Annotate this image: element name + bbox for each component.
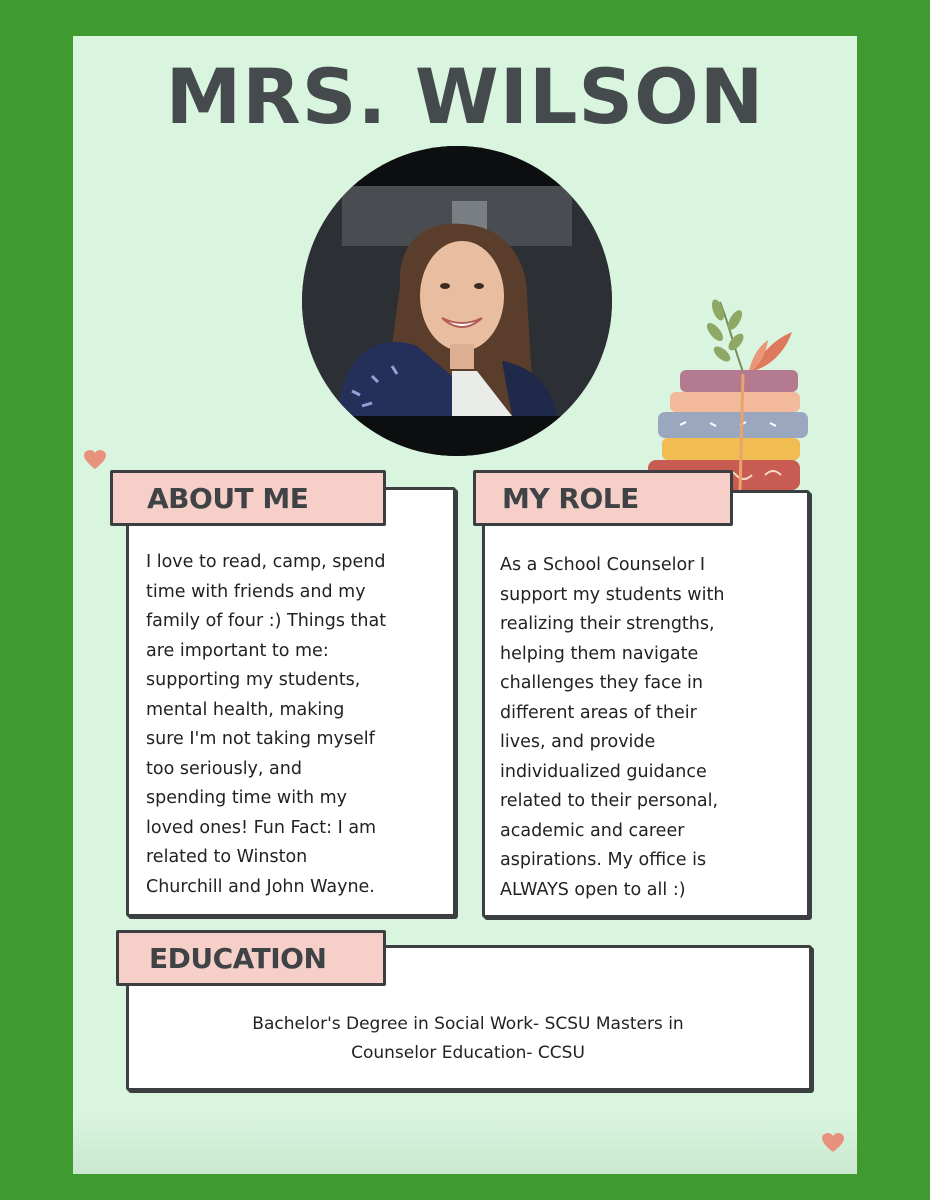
text-line: I love to read, camp, spend bbox=[146, 552, 386, 572]
text-line: time with friends and my bbox=[146, 581, 366, 602]
text-line: academic and career bbox=[500, 820, 685, 841]
text-line: related to Winston bbox=[146, 847, 308, 867]
page-shadow bbox=[73, 1114, 857, 1174]
text-line: sure I'm not taking myself bbox=[146, 729, 375, 749]
education-text bbox=[130, 1010, 806, 1068]
text-line: supporting my students, bbox=[146, 670, 361, 690]
text-line: spending time with my bbox=[146, 788, 348, 808]
text-line: too seriously, and bbox=[146, 758, 302, 779]
text-line: are important to me: bbox=[146, 640, 329, 661]
text-line: family of four :) Things that bbox=[146, 611, 387, 631]
page-title: MRS. WILSON bbox=[165, 52, 765, 141]
text-line: individualized guidance bbox=[500, 761, 707, 782]
text-line: challenges they face in bbox=[500, 673, 704, 693]
my-role-heading: MY ROLE bbox=[473, 470, 733, 526]
text-line: Bachelor's Degree in Social Work- SCSU Masters in bbox=[252, 1014, 684, 1034]
heart-icon bbox=[84, 450, 106, 470]
text-line: related to their personal, bbox=[500, 791, 719, 811]
text-line: helping them navigate bbox=[500, 643, 699, 664]
about-me-heading: ABOUT ME bbox=[110, 470, 386, 526]
text-line: aspirations. My office is bbox=[500, 850, 707, 870]
my-role-text bbox=[500, 551, 800, 905]
text-line: support my students with bbox=[500, 584, 725, 605]
portrait-photo bbox=[302, 146, 612, 456]
text-line: realizing their strengths, bbox=[500, 614, 715, 634]
text-line: As a School Counselor I bbox=[500, 555, 706, 575]
leaf-sprig-icon bbox=[704, 298, 792, 377]
text-line: different areas of their bbox=[500, 702, 697, 723]
heart-icon bbox=[822, 1133, 844, 1153]
about-me-text bbox=[146, 548, 446, 902]
text-line: Churchill and John Wayne. bbox=[146, 876, 375, 897]
education-heading: EDUCATION bbox=[116, 930, 386, 986]
text-line: Counselor Education- CCSU bbox=[351, 1043, 585, 1063]
text-line: mental health, making bbox=[146, 699, 345, 720]
text-line: lives, and provide bbox=[500, 732, 656, 752]
text-line: ALWAYS open to all :) bbox=[500, 879, 686, 900]
text-line: loved ones! Fun Fact: I am bbox=[146, 817, 377, 838]
